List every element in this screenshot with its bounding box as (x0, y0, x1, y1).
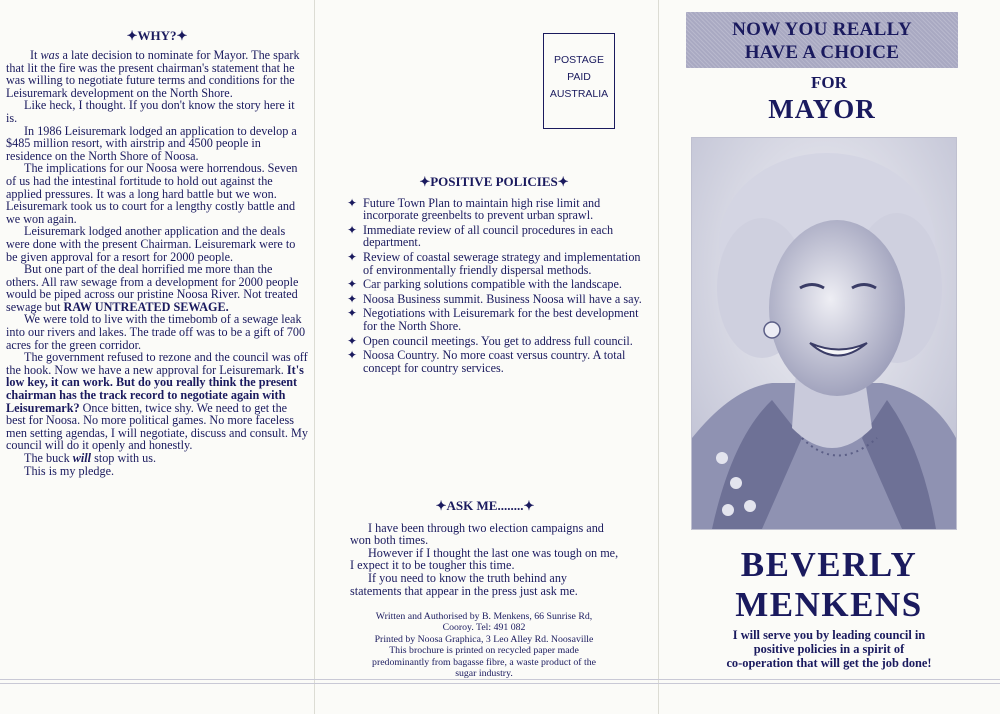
why-paragraph: It was a late decision to nominate for Mayor. The spark that lit the fire was the present chairman's statement that he was willing to negotiate future terms and conditions for the Leisuremark development on the North Shore. (6, 48, 300, 100)
credit-line: This brochure is printed on recycled paper made (389, 645, 579, 657)
policy-item (346, 349, 642, 374)
policy-text: Immediate review of all council procedures in each department. (363, 222, 614, 250)
why-panel (0, 0, 314, 714)
policy-item (346, 197, 642, 222)
candidate-last-name: MENKENS (735, 585, 923, 624)
why-paragraph: The government refused to rezone and the council was off the hook. Now we have a new approval for Leisuremark. It's low key, it can work. But do you really think the present chairman has the track record to negotiate again with Leisuremark? Once bitten, twice shy. We need to get the best for Noosa. No more political games. No more faceless men setting agendas, I will negotiate, discuss and consult. My council will do it openly and honestly. (6, 350, 308, 453)
policies-panel (314, 0, 658, 714)
policy-item (346, 307, 642, 332)
star-bullet-icon: ✦ (347, 277, 358, 292)
mayor-title: MAYOR (768, 94, 876, 124)
credit-line: predominantly from bagasse fibre, a waste product of the (372, 656, 596, 668)
ask-me-paragraph: If you need to know the truth behind any statements that appear in the press just ask me. (350, 570, 578, 598)
candidate-portrait (691, 137, 957, 530)
stamp-line-paid: PAID (567, 71, 591, 83)
positive-policies (346, 176, 642, 376)
why-paragraph: This is my pledge. (24, 463, 115, 478)
policy-item (346, 278, 642, 291)
star-bullet-icon: ✦ (347, 348, 358, 363)
why-paragraph: The buck will stop with us. (24, 451, 157, 465)
banner-line-1: NOW YOU REALLY (732, 19, 912, 40)
tagline-line-3: co-operation that will get the job done! (726, 656, 932, 671)
emphasis-text: It's low key, it can work. But do you really think the present chairman has the track record to negotiate again with Leisuremark? (6, 362, 304, 415)
candidate-first-name: BEVERLY (740, 545, 918, 584)
authorisation-credits (348, 611, 620, 679)
star-bullet-icon: ✦ (347, 306, 358, 321)
policies-heading: ✦POSITIVE POLICIES✦ (419, 174, 569, 189)
ask-me-section (350, 500, 620, 597)
policy-text: Noosa Business summit. Business Noosa will have a say. (363, 291, 642, 306)
why-paragraph: We were told to live with the timebomb of a sewage leak into our rivers and lakes. The trade off was to be a gift of 700 acres for the green corridor. (6, 312, 306, 352)
credit-line: sugar industry. (455, 668, 513, 680)
why-paragraph: The implications for our Noosa were horrendous. Seven of us had the intestinal fortitude to hold out against the applied pressures. It was a long hard battle but we won. Leisuremark took us to court for a lengthy costly battle and we won again. (6, 161, 298, 226)
policy-text: Noosa Country. No more coast versus country. A total concept for country services. (363, 348, 626, 375)
stamp-line-postage: POSTAGE (554, 54, 604, 66)
ask-me-body (350, 522, 620, 598)
why-paragraph: Like heck, I thought. If you don't know the story here it is. (6, 98, 295, 125)
ask-me-paragraph: I have been through two election campaigns and won both times. (350, 520, 604, 548)
why-body (6, 49, 308, 477)
star-bullet-icon: ✦ (347, 333, 358, 348)
policy-text: Review of coastal sewerage strategy and implementation of environmentally friendly dispersal methods. (363, 249, 641, 277)
star-bullet-icon: ✦ (347, 222, 358, 237)
star-bullet-icon: ✦ (347, 291, 358, 306)
why-paragraph: Leisuremark lodged another application and the deals were done with the present Chairman. Leisuremark were to be given approval for a resort for 2000 people. (6, 224, 296, 264)
policy-item (346, 293, 642, 306)
stamp-line-australia: AUSTRALIA (549, 88, 609, 100)
credit-line: Printed by Noosa Graphica, 3 Leo Alley Rd. Noosaville (374, 633, 594, 645)
emphasis-text: RAW UNTREATED SEWAGE. (63, 299, 229, 314)
bottom-border (0, 679, 1000, 684)
policy-item (346, 335, 642, 348)
emphasis-text: will (72, 451, 92, 465)
star-bullet-icon: ✦ (347, 249, 358, 264)
policy-list (346, 197, 642, 375)
policy-item (346, 224, 642, 249)
choice-banner (686, 12, 958, 68)
why-paragraph: In 1986 Leisuremark lodged an application to develop a $485 million resort, with airstrip and 4500 people in residence on the North Shore of Noosa. (6, 123, 297, 163)
postage-paid-stamp (543, 33, 615, 129)
cover-panel (658, 0, 1000, 714)
credit-line: Cooroy. Tel: 491 082 (442, 622, 526, 634)
tagline-line-1: I will serve you by leading council in (732, 628, 926, 642)
emphasis-text: was (40, 48, 60, 62)
tagline (658, 628, 1000, 671)
policy-text: Negotiations with Leisuremark for the best development for the North Shore. (363, 306, 639, 333)
policy-text: Open council meetings. You get to address full council. (363, 333, 633, 348)
for-text: FOR (811, 73, 847, 92)
policy-text: Future Town Plan to maintain high rise limit and incorporate greenbelts to prevent urban sprawl. (363, 195, 601, 223)
tagline-line-2: positive policies in a spirit of (753, 642, 905, 657)
banner-line-2: HAVE A CHOICE (744, 42, 900, 63)
ask-me-paragraph: However if I thought the last one was tough on me, I expect it to be tougher this time. (350, 545, 619, 573)
why-paragraph: But one part of the deal horrified me more than the others. All raw sewage from a development for 2000 people would be piped across our pristine Noosa River. Not treated sewage but RAW UNTREATED SEWAGE. (6, 262, 299, 314)
why-heading: ✦WHY?✦ (126, 28, 188, 43)
credit-line: Written and Authorised by B. Menkens, 66 Sunrise Rd, (375, 611, 593, 622)
policy-text: Car parking solutions compatible with the landscape. (363, 277, 622, 292)
ask-me-heading: ✦ASK ME........✦ (435, 498, 535, 513)
portrait-illustration (692, 138, 956, 529)
policy-item (346, 251, 642, 276)
star-bullet-icon: ✦ (347, 195, 358, 210)
